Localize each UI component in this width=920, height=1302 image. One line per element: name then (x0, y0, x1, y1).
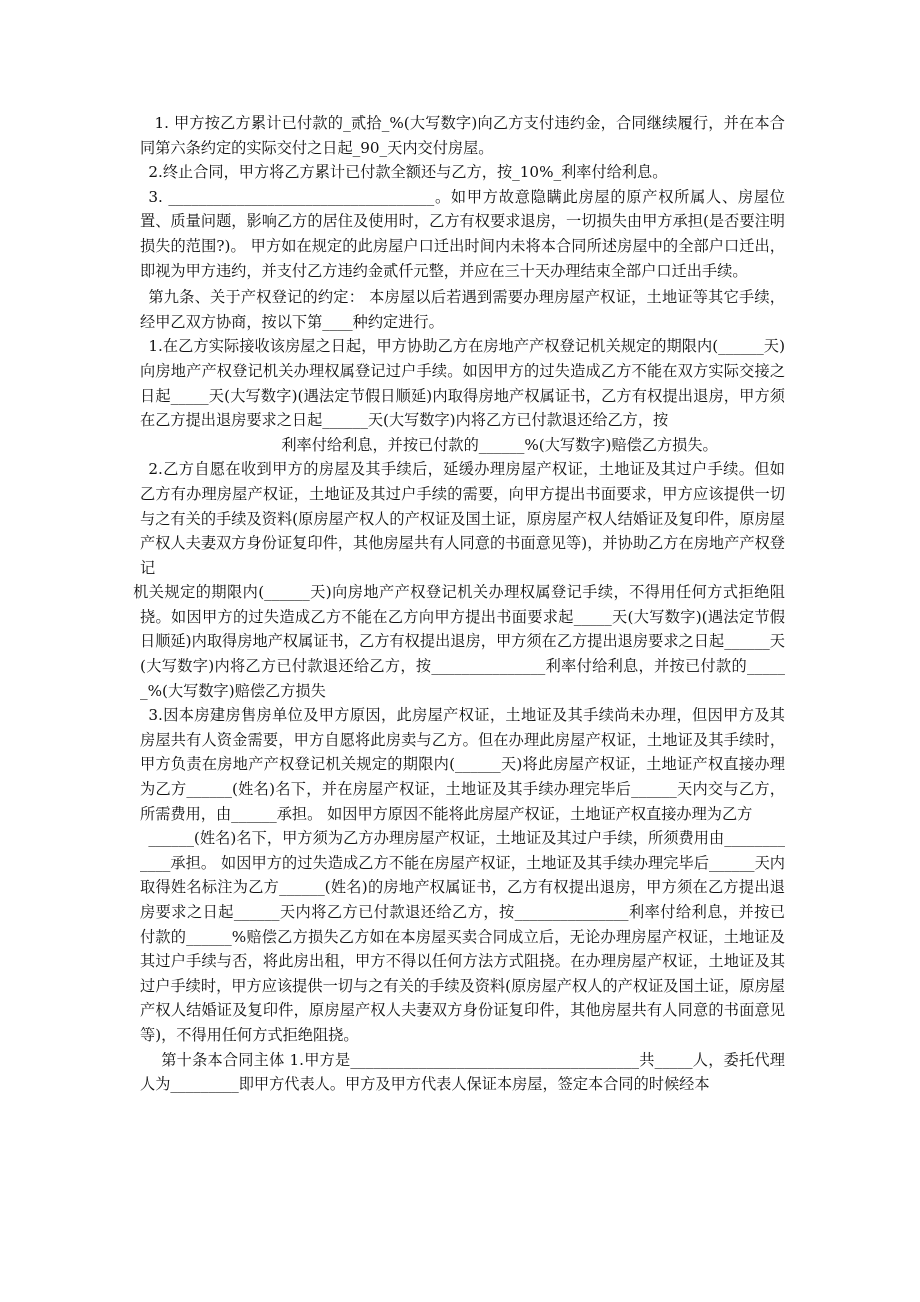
contract-paragraph: 第十条本合同主体 1.甲方是______________________________________共_____人，委托代理人为_________即甲方代表人。甲方及甲方代表人保证本房屋，签定本合同的时候经本 (140, 1050, 785, 1094)
contract-paragraph: 2.乙方自愿在收到甲方的房屋及其手续后，延缓办理房屋产权证，土地证及其过户手续。但如乙方有办理房屋产权证，土地证及其过户手续的需要，向甲方提出书面要求，甲方应该提供一切与之有关的手续及资料(原房屋产权人的产权证及国土证，原房屋产权人结婚证及复印件，原房屋产权人夫妻双方身份证复印件，其他房屋共有人同意的书面意见等)，并协助乙方在房地产产权登记 (140, 460, 785, 577)
contract-paragraph: 第九条、关于产权登记的约定： 本房屋以后若遇到需要办理房屋产权证，土地证等其它手续，经甲乙双方协商，按以下第____种约定进行。 (140, 288, 785, 331)
contract-body (133, 111, 785, 1097)
contract-paragraph: 2.终止合同，甲方将乙方累计已付款全额还与乙方，按_10%_利率付给利息。 (148, 163, 668, 182)
contract-paragraph: 利率付给利息，并按已付款的______%(大写数字)赔偿乙方损失。 (281, 435, 718, 454)
contract-paragraph: 3.因本房建房售房单位及甲方原因，此房屋产权证，土地证及其手续尚未办理，但因甲方及其房屋共有人资金需要，甲方自愿将此房卖与乙方。但在办理此房屋产权证，土地证及其手续时，甲方负责在房地产产权登记机关规定的期限内(______天)将此房屋产权证，土地证产权直接办理为乙方______(姓名)名下，并在房屋产权证，土地证及其手续办理完毕后______天内交与乙方，所需费用，由______承担。 如因甲方原因不能将此房屋产权证，土地证产权直接办理为乙方 (140, 706, 785, 823)
contract-paragraph: 机关规定的期限内(______天)向房地产产权登记机关办理权属登记手续，不得用任何方式拒绝阻挠。如因甲方的过失造成乙方不能在乙方向甲方提出书面要求起_____天(大写数字)(遇法定节假日顺延)内取得房地产权属证书，乙方有权提出退房，甲方须在乙方提出退房要求之日起______天(大写数字)内将乙方已付款退还给乙方，按_______________利率付给利息，并按已付款的______%(大写数字)赔偿乙方损失 (133, 583, 785, 700)
contract-paragraph: ______(姓名)名下，甲方须为乙方办理房屋产权证，土地证及其过户手续，所须费用由____________承担。 如因甲方的过失造成乙方不能在房屋产权证，土地证及其手续办理完毕后______天内取得姓名标注为乙方______(姓名)的房地产权属证书，乙方有权提出退房，甲方须在乙方提出退房要求之日起______天内将乙方已付款退还给乙方，按_______________利率付给利息，并按已付款的______%赔偿乙方损失乙方如在本房屋买卖合同成立后，无论办理房屋产权证，土地证及其过户手续与否，将此房出租，甲方不得以任何方法方式阻挠。在办理房屋产权证，土地证及其过户手续时，甲方应该提供一切与之有关的手续及资料(原房屋产权人的产权证及国土证，原房屋产权人结婚证及复印件，原房屋产权人夫妻双方身份证复印件，其他房屋共有人同意的书面意见等)，不得用任何方式拒绝阻挠。 (140, 829, 785, 1044)
contract-paragraph: 1.在乙方实际接收该房屋之日起，甲方协助乙方在房地产产权登记机关规定的期限内(______天)向房地产产权登记机关办理权属登记过户手续。如因甲方的过失造成乙方不能在双方实际交接之日起_____天(大写数字)(遇法定节假日顺延)内取得房地产权属证书，乙方有权提出退房，甲方须在乙方提出退房要求之日起______天(大写数字)内将乙方已付款退还给乙方，按 (140, 337, 785, 430)
contract-paragraph: 3. ___________________________________。如甲方故意隐瞒此房屋的原产权所属人、房屋位置、质量问题，影响乙方的居住及使用时，乙方有权要求退房，一切损失由甲方承担(是否要注明损失的范围?)。 甲方如在规定的此房屋户口迁出时间内未将本合同所述房屋中的全部户口迁出，即视为甲方违约，并支付乙方违约金贰仟元整，并应在三十天办理结束全部户口迁出手续。 (140, 187, 785, 280)
contract-paragraph: 1. 甲方按乙方累计已付款的_贰拾_%(大写数字)向乙方支付违约金，合同继续履行，并在本合同第六条约定的实际交付之日起_90_天内交付房屋。 (140, 114, 785, 157)
